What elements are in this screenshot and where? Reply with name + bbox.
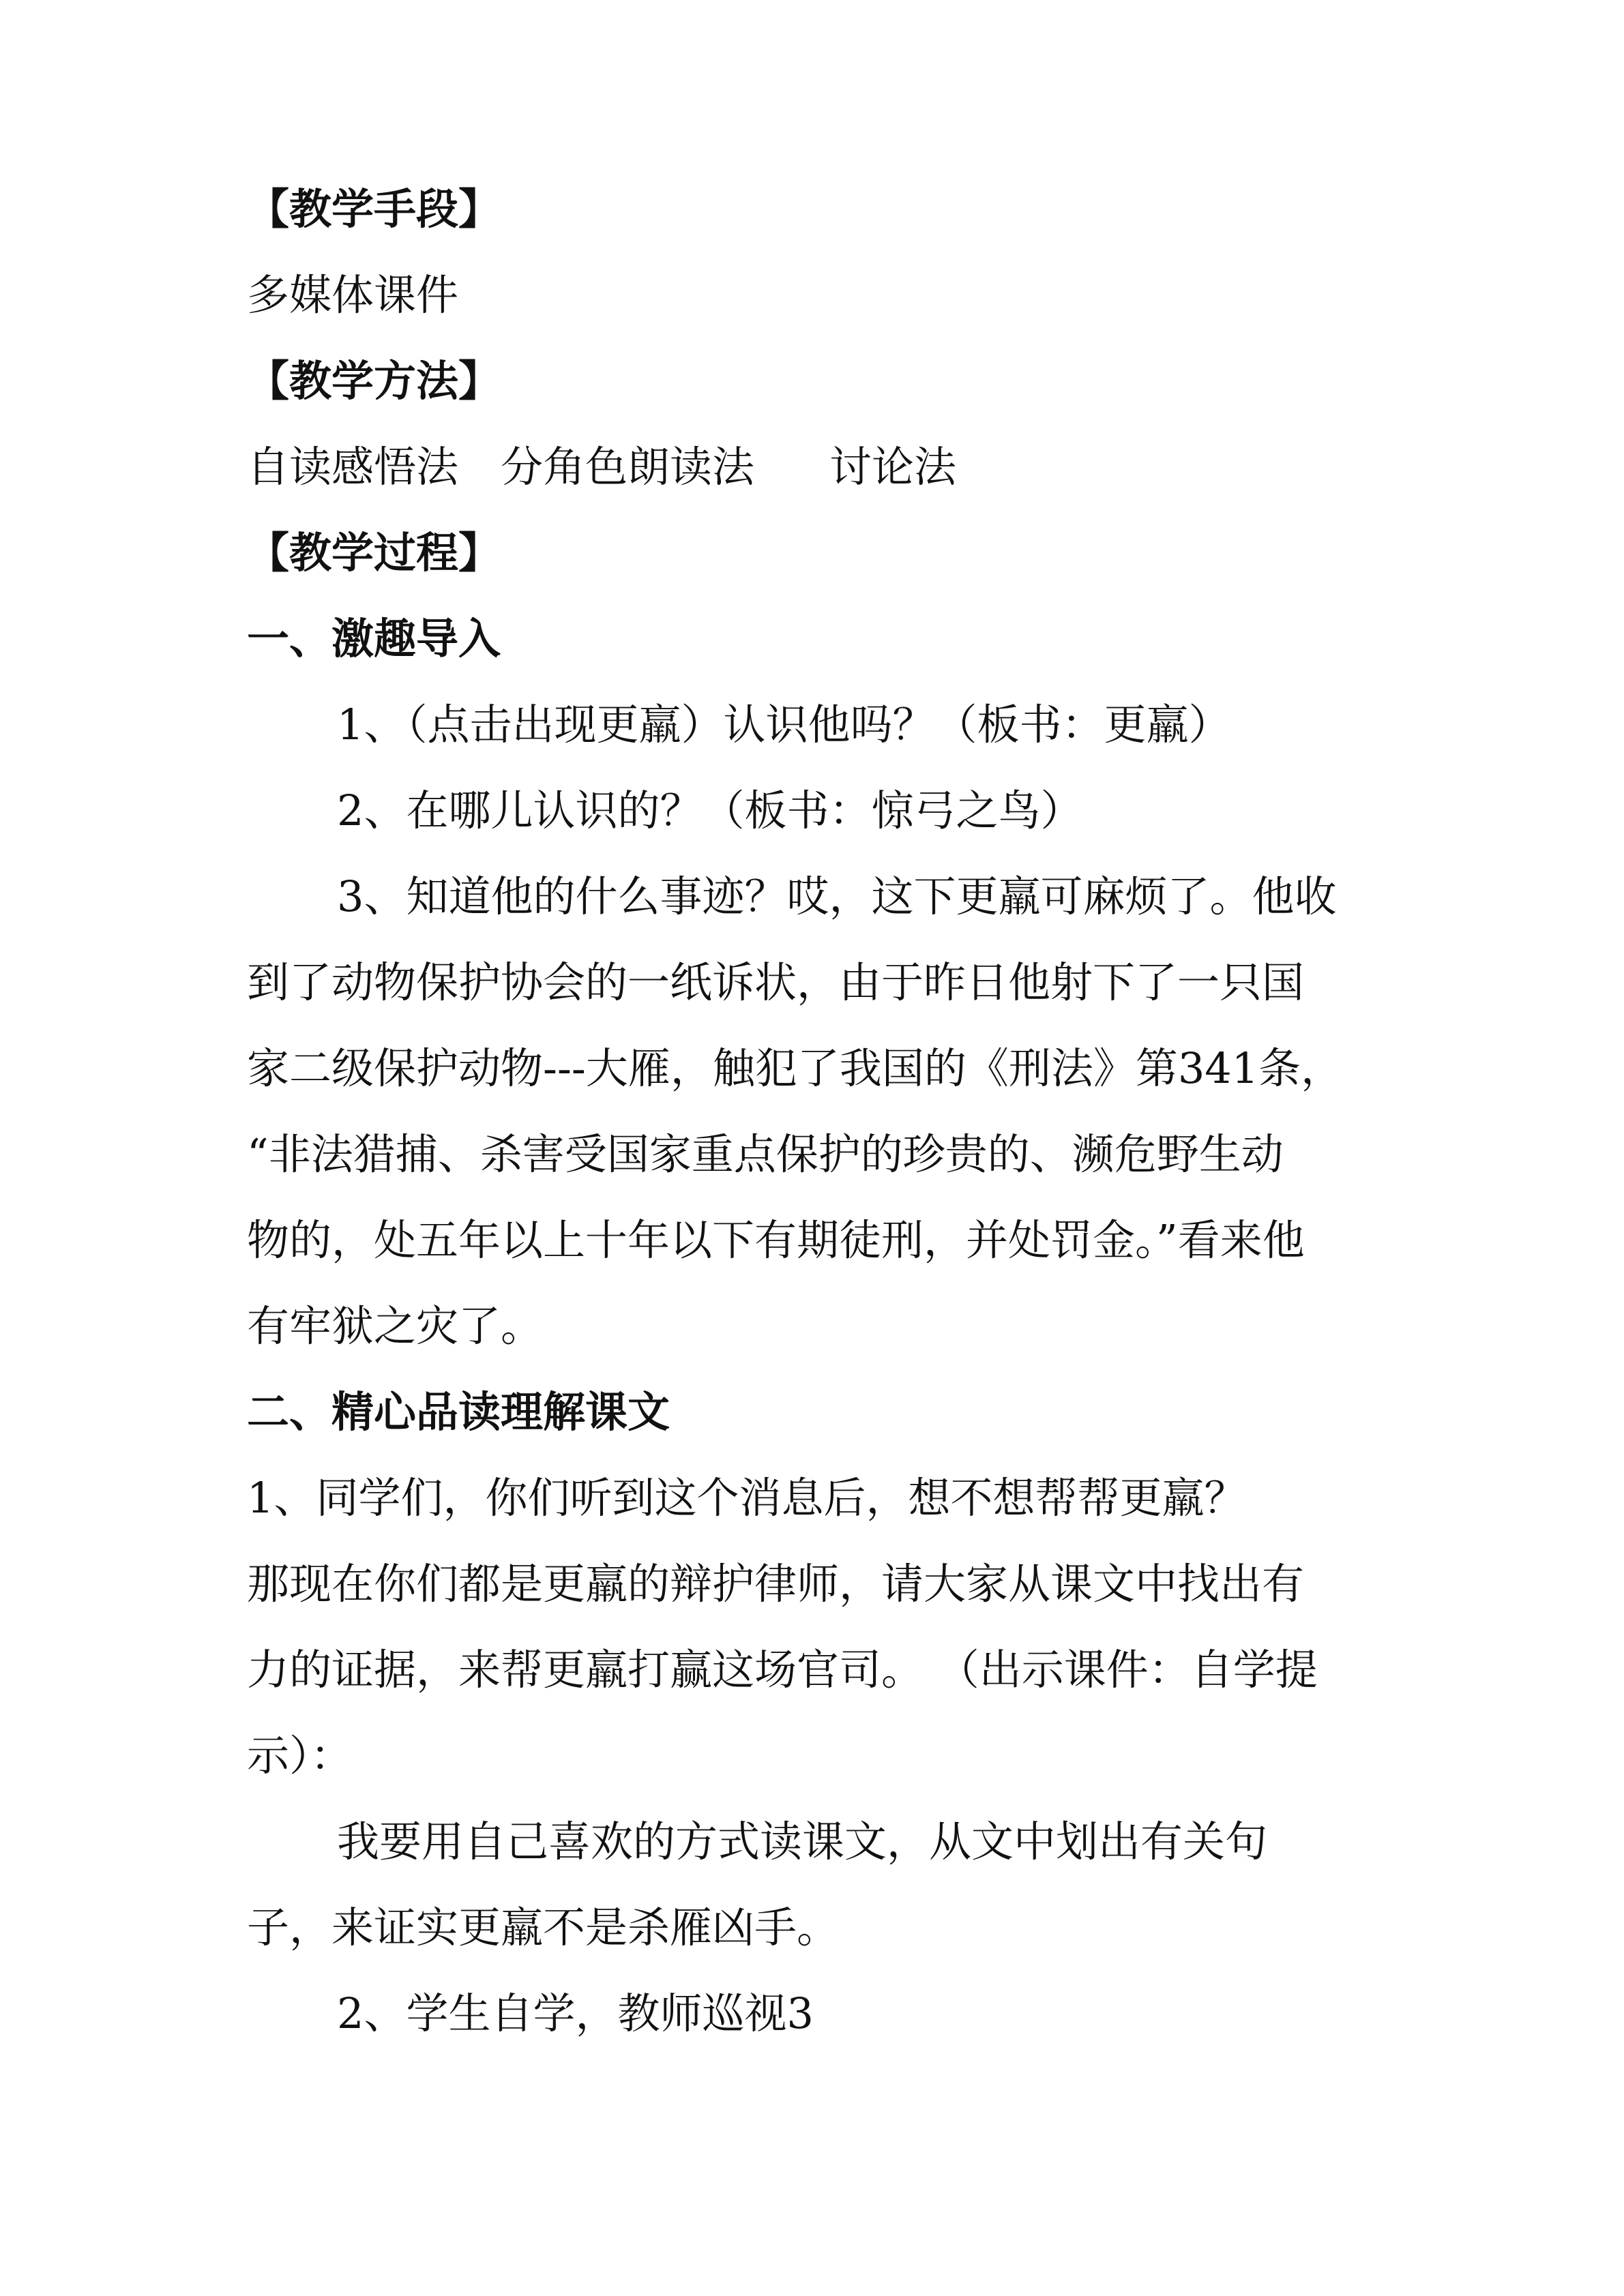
method-3: 讨论法 [829, 442, 957, 492]
method-2: 分角色朗读法 [501, 442, 755, 492]
part1-item3-line1: 3、知道他的什么事迹？哎，这下更羸可麻烦了。他收 [337, 871, 1337, 921]
part1-item2: 2、在哪儿认识的？（板书：惊弓之鸟） [337, 786, 1083, 835]
teaching-methods-list [247, 424, 1393, 510]
part1-heading: 一、激趣导入 [247, 614, 501, 664]
teaching-means-heading: 【教学手段】 [247, 184, 501, 234]
part2-tip-line2: 子，来证实更羸不是杀雁凶手。 [247, 1903, 840, 1952]
part2-tip-line1: 我要用自己喜欢的方式读课文，从文中划出有关句 [337, 1817, 1268, 1866]
part2-item2: 2、学生自学，教师巡视3 [337, 1988, 814, 2038]
part2-item1-cont-line1: 那现在你们都是更羸的辩护律师，请大家从课文中找出有 [247, 1559, 1305, 1609]
part2-item1: 1、同学们，你们听到这个消息后，想不想帮帮更羸？ [247, 1473, 1247, 1523]
part1-item3-line3: 家二级保护动物---大雁，触犯了我国的《刑法》第341条， [247, 1043, 1344, 1093]
part2-item1-cont-line3: 示）： [247, 1731, 353, 1780]
part1-item3-line4: “非法猎捕、杀害受国家重点保护的珍贵的、濒危野生动 [247, 1129, 1284, 1179]
part2-heading: 二、精心品读理解课文 [247, 1387, 670, 1437]
part1-item1: 1、（点击出现更羸）认识他吗？（板书：更羸） [337, 700, 1231, 749]
part1-item3-line5: 物的，处五年以上十年以下有期徒刑，并处罚金。”看来他 [247, 1215, 1305, 1265]
method-1: 自读感悟法 [247, 442, 459, 492]
teaching-methods-heading: 【教学方法】 [247, 356, 501, 406]
teaching-process-heading: 【教学过程】 [247, 528, 501, 578]
teaching-means-text: 多媒体课件 [247, 270, 459, 320]
part2-item1-cont-line2: 力的证据，来帮更羸打赢这场官司。 （出示课件：自学提 [247, 1645, 1318, 1695]
part1-item3-line6: 有牢狱之灾了。 [247, 1301, 544, 1351]
part1-item3-line2: 到了动物保护协会的一纸诉状，由于昨日他射下了一只国 [247, 957, 1305, 1007]
